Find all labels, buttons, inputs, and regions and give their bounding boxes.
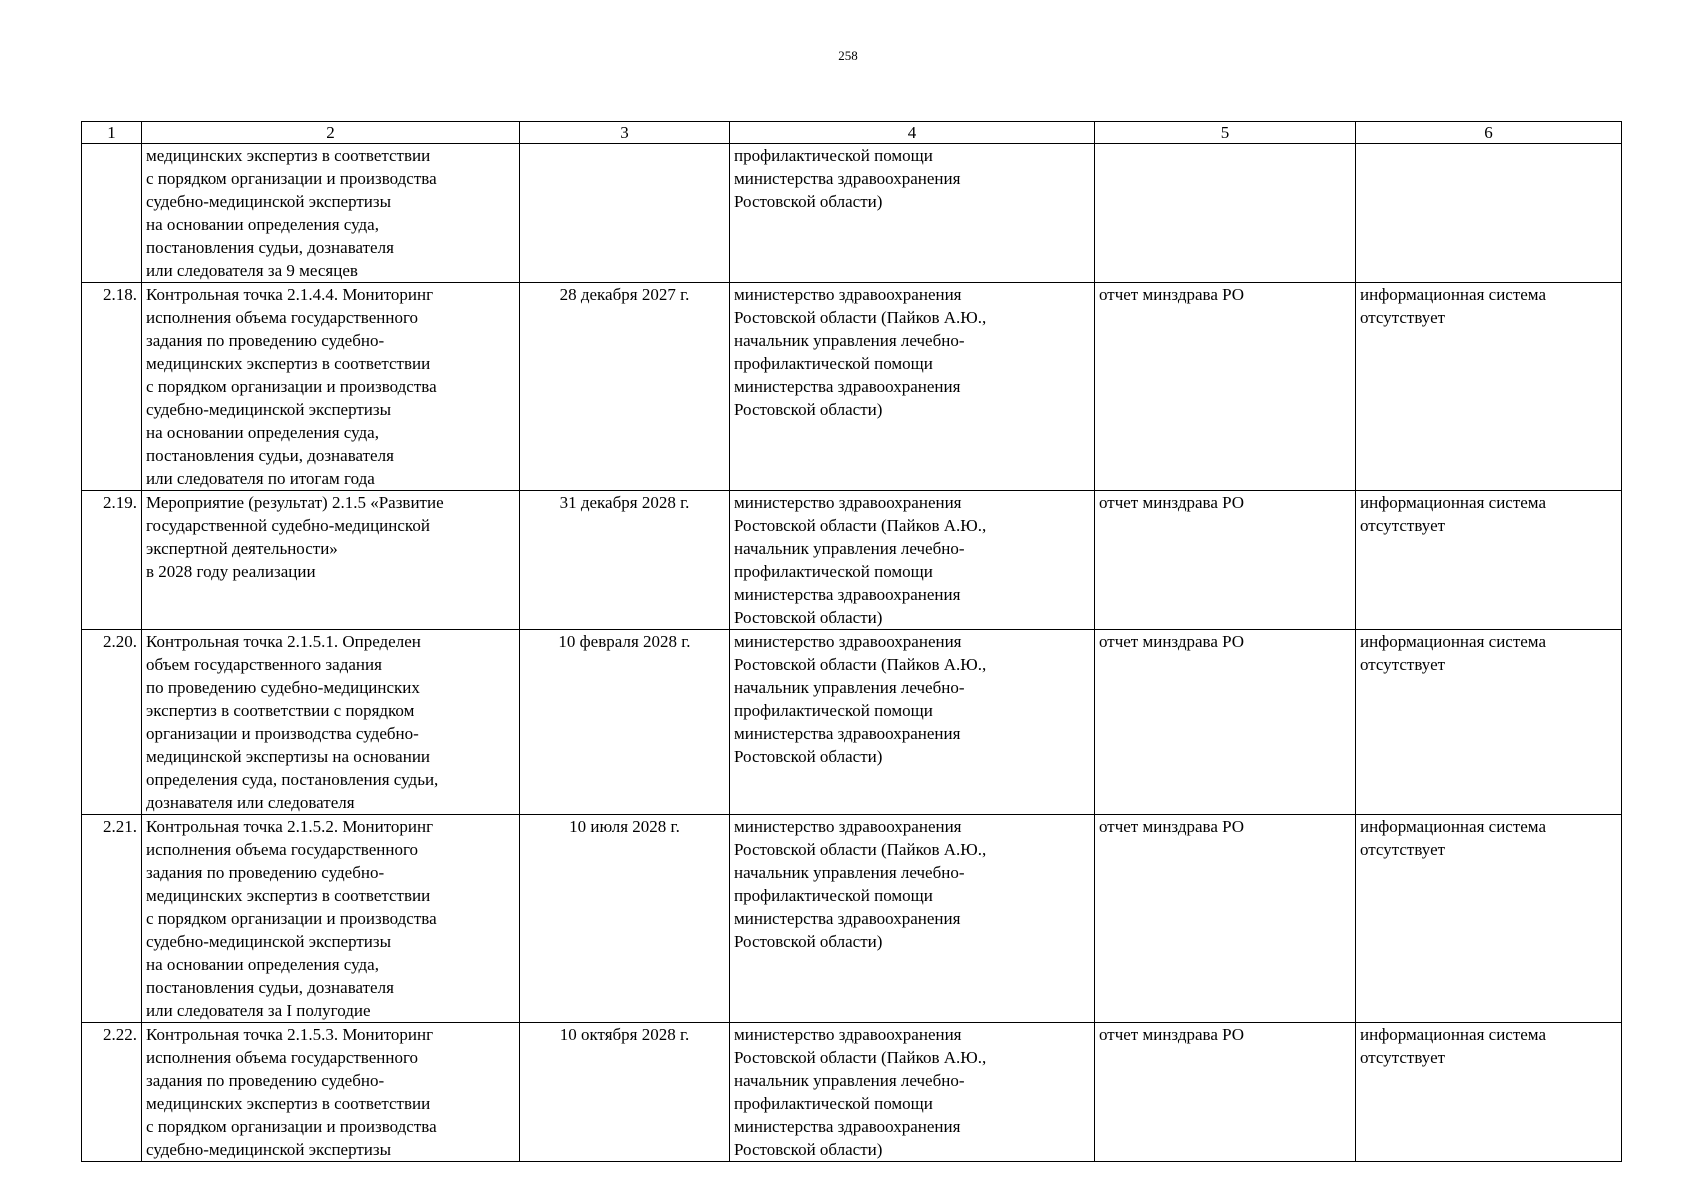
event-name-cell: Контрольная точка 2.1.4.4. Мониторинг исполнения объема государственного задания по проведению судебно- медицинских экспертиз в соответствии с порядком организации и производства судебно-медицинской экспертизы на основании определения суда, постановления судьи, дознавателя или следователя по итогам года (142, 283, 520, 491)
table-row (82, 1023, 1622, 1162)
column-number-row (82, 122, 1622, 144)
row-number-cell: 2.19. (82, 491, 142, 630)
responsible-cell: министерство здравоохранения Ростовской области (Пайков А.Ю., начальник управления лечебно- профилактической помощи министерства здравоохранения Ростовской области) (730, 491, 1095, 630)
event-name-cell: Контрольная точка 2.1.5.2. Мониторинг исполнения объема государственного задания по проведению судебно- медицинских экспертиз в соответствии с порядком организации и производства судебно-медицинской экспертизы на основании определения суда, постановления судьи, дознавателя или следователя за I полугодие (142, 815, 520, 1023)
deadline-cell (520, 144, 730, 283)
responsible-cell: министерство здравоохранения Ростовской области (Пайков А.Ю., начальник управления лечебно- профилактической помощи министерства здравоохранения Ростовской области) (730, 283, 1095, 491)
page-number: 258 (838, 48, 858, 63)
row-number-cell: 2.20. (82, 630, 142, 815)
information-system-cell: информационная система отсутствует (1356, 491, 1622, 630)
table-row (82, 630, 1622, 815)
information-system-cell (1356, 144, 1622, 283)
implementation-plan-table (81, 121, 1622, 1162)
table-row (82, 815, 1622, 1023)
row-number-cell: 2.18. (82, 283, 142, 491)
information-system-cell: информационная система отсутствует (1356, 630, 1622, 815)
responsible-cell: профилактической помощи министерства здравоохранения Ростовской области) (730, 144, 1095, 283)
row-number-cell: 2.21. (82, 815, 142, 1023)
event-name-cell: медицинских экспертиз в соответствии с порядком организации и производства судебно-медицинской экспертизы на основании определения суда, постановления судьи, дознавателя или следователя за 9 месяцев (142, 144, 520, 283)
document-cell: отчет минздрава РО (1095, 491, 1356, 630)
table-row (82, 144, 1622, 283)
column-header: 2 (142, 122, 520, 144)
column-header: 3 (520, 122, 730, 144)
responsible-cell: министерство здравоохранения Ростовской области (Пайков А.Ю., начальник управления лечебно- профилактической помощи министерства здравоохранения Ростовской области) (730, 630, 1095, 815)
row-number-cell (82, 144, 142, 283)
deadline-cell: 28 декабря 2027 г. (520, 283, 730, 491)
deadline-cell: 10 июля 2028 г. (520, 815, 730, 1023)
responsible-cell: министерство здравоохранения Ростовской области (Пайков А.Ю., начальник управления лечебно- профилактической помощи министерства здравоохранения Ростовской области) (730, 815, 1095, 1023)
column-header: 1 (82, 122, 142, 144)
event-name-cell: Контрольная точка 2.1.5.3. Мониторинг исполнения объема государственного задания по проведению судебно- медицинских экспертиз в соответствии с порядком организации и производства судебно-медицинской экспертизы (142, 1023, 520, 1162)
document-cell (1095, 144, 1356, 283)
column-header: 4 (730, 122, 1095, 144)
table-row (82, 491, 1622, 630)
event-name-cell: Контрольная точка 2.1.5.1. Определен объем государственного задания по проведению судебно-медицинских экспертиз в соответствии с порядком организации и производства судебно- медицинской экспертизы на основании определения суда, постановления судьи, дознавателя или следователя (142, 630, 520, 815)
document-cell: отчет минздрава РО (1095, 283, 1356, 491)
column-header: 5 (1095, 122, 1356, 144)
event-name-cell: Мероприятие (результат) 2.1.5 «Развитие государственной судебно-медицинской экспертной деятельности» в 2028 году реализации (142, 491, 520, 630)
row-number-cell: 2.22. (82, 1023, 142, 1162)
document-cell: отчет минздрава РО (1095, 815, 1356, 1023)
information-system-cell: информационная система отсутствует (1356, 1023, 1622, 1162)
column-header: 6 (1356, 122, 1622, 144)
information-system-cell: информационная система отсутствует (1356, 815, 1622, 1023)
responsible-cell: министерство здравоохранения Ростовской области (Пайков А.Ю., начальник управления лечебно- профилактической помощи министерства здравоохранения Ростовской области) (730, 1023, 1095, 1162)
document-cell: отчет минздрава РО (1095, 1023, 1356, 1162)
deadline-cell: 10 февраля 2028 г. (520, 630, 730, 815)
deadline-cell: 31 декабря 2028 г. (520, 491, 730, 630)
deadline-cell: 10 октября 2028 г. (520, 1023, 730, 1162)
document-cell: отчет минздрава РО (1095, 630, 1356, 815)
table-row (82, 283, 1622, 491)
information-system-cell: информационная система отсутствует (1356, 283, 1622, 491)
